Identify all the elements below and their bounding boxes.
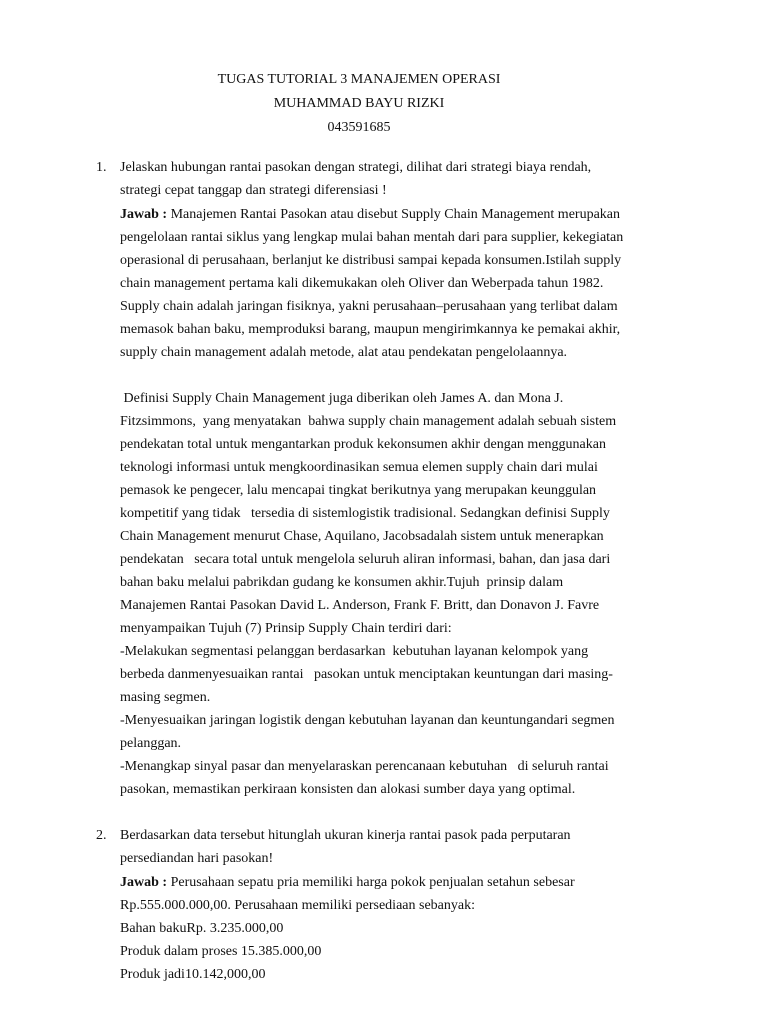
question-1-line: Jelaskan hubungan rantai pasokan dengan strategi, dilihat dari strategi biaya rendah,: [120, 160, 592, 175]
paragraph-2-line: menyampaikan Tujuh (7) Prinsip Supply Chain terdiri dari:: [120, 621, 452, 636]
answer-2-first-text: Perusahaan sepatu pria memiliki harga pokok penjualan setahun sebesar: [167, 875, 575, 890]
answer-1-line: Supply chain adalah jaringan fisiknya, yakni perusahaan–perusahaan yang terlibat dalam: [120, 299, 618, 314]
paragraph-2-line: pendekatan secara total untuk mengelola seluruh aliran informasi, bahan, dan jasa dari: [120, 552, 611, 567]
paragraph-2-line: Manajemen Rantai Pasokan David L. Anderson, Frank F. Britt, dan Donavon J. Favre: [120, 598, 600, 613]
answer-2-label: Jawab :: [120, 875, 168, 890]
answer-1-first-line: [120, 205, 620, 225]
answer-1-first-text: Manajemen Rantai Pasokan atau disebut Supply Chain Management merupakan: [167, 207, 621, 222]
paragraph-2-line: -Menangkap sinyal pasar dan menyelaraskan perencanaan kebutuhan di seluruh rantai: [120, 759, 609, 774]
paragraph-2-line: Fitzsimmons, yang menyatakan bahwa supply chain management adalah sebuah sistem: [120, 414, 617, 429]
question-2-line: persediandan hari pasokan!: [120, 851, 274, 866]
answer-1-line: supply chain management adalah metode, alat atau pendekatan pengelolaannya.: [120, 345, 568, 360]
question-2-line: Berdasarkan data tersebut hitunglah ukuran kinerja rantai pasok pada perputaran: [120, 828, 571, 843]
paragraph-2-line: pasokan, memastikan perkiraan konsisten dan alokasi sumber daya yang optimal.: [120, 782, 576, 797]
question-2-number: 2.: [96, 828, 107, 843]
answer-2-line: Produk dalam proses 15.385.000,00: [120, 944, 322, 959]
paragraph-2-line: -Melakukan segmentasi pelanggan berdasarkan kebutuhan layanan kelompok yang: [120, 644, 589, 659]
question-1-line: strategi cepat tanggap dan strategi diferensiasi !: [120, 183, 387, 198]
paragraph-2-line: pemasok ke pengecer, lalu mencapai tingkat berikutnya yang merupakan keunggulan: [120, 483, 597, 498]
paragraph-2-line: masing segmen.: [120, 690, 211, 705]
paragraph-2-line: pelanggan.: [120, 736, 182, 751]
document-title: TUGAS TUTORIAL 3 MANAJEMEN OPERASI: [217, 72, 501, 87]
answer-2-line: Bahan bakuRp. 3.235.000,00: [120, 921, 284, 936]
answer-1-line: pengelolaan rantai siklus yang lengkap mulai bahan mentah dari para supplier, kekegiatan: [120, 230, 624, 245]
answer-1-line: memasok bahan baku, memproduksi barang, maupun mengirimkannya ke pemakai akhir,: [120, 322, 621, 337]
answer-2-first-line: [120, 873, 575, 893]
paragraph-2-line: Chain Management menurut Chase, Aquilano, Jacobsadalah sistem untuk menerapkan: [120, 529, 604, 544]
paragraph-2-line: bahan baku melalui pabrikdan gudang ke konsumen akhir.Tujuh prinsip dalam: [120, 575, 564, 590]
answer-1-line: operasional di perusahaan, berlanjut ke distribusi sampai kepada konsumen.Istilah supply: [120, 253, 622, 268]
student-id: 043591685: [327, 120, 391, 135]
answer-1-label: Jawab :: [120, 207, 168, 222]
paragraph-2-line: -Menyesuaikan jaringan logistik dengan kebutuhan layanan dan keuntungandari segmen: [120, 713, 615, 728]
question-1-number: 1.: [96, 160, 107, 175]
paragraph-2-line: pendekatan total untuk mengantarkan produk kekonsumen akhir dengan menggunakan: [120, 437, 606, 452]
paragraph-2-line: kompetitif yang tidak tersedia di sistemlogistik tradisional. Sedangkan definisi Supply: [120, 506, 610, 521]
answer-1-line: chain management pertama kali dikemukakan oleh Oliver dan Weberpada tahun 1982.: [120, 276, 604, 291]
paragraph-2-line: teknologi informasi untuk mengkoordinasikan semua elemen supply chain dari mulai: [120, 460, 598, 475]
document-header: [0, 68, 718, 140]
student-name: MUHAMMAD BAYU RIZKI: [273, 96, 445, 111]
answer-2-line: Rp.555.000.000,00. Perusahaan memiliki persediaan sebanyak:: [120, 898, 475, 913]
paragraph-2-line: berbeda danmenyesuaikan rantai pasokan untuk menciptakan keuntungan dari masing-: [120, 667, 613, 682]
answer-2-line: Produk jadi10.142,000,00: [120, 967, 266, 982]
paragraph-2-line: Definisi Supply Chain Management juga diberikan oleh James A. dan Mona J.: [120, 391, 564, 406]
